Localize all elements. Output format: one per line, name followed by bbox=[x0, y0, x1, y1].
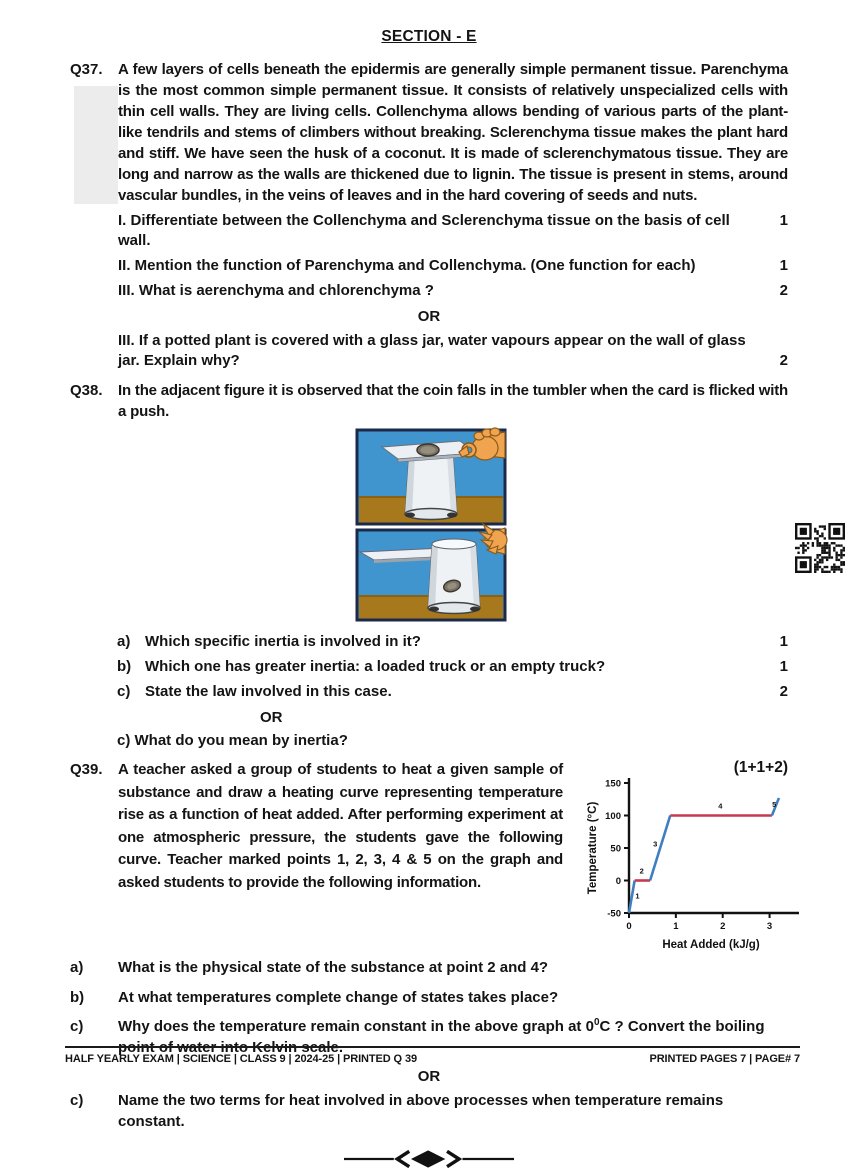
svg-text:2: 2 bbox=[639, 866, 644, 876]
tumbler-illustration bbox=[355, 428, 507, 622]
alternative-subquestion bbox=[70, 1091, 788, 1132]
marks-value: 2 bbox=[779, 282, 788, 299]
subquestion-row bbox=[118, 281, 788, 301]
subquestion-label: a) bbox=[117, 633, 131, 650]
marks-value: 1 bbox=[779, 633, 788, 650]
alternative-subquestion bbox=[118, 331, 788, 371]
svg-text:0: 0 bbox=[626, 921, 632, 932]
page-footer bbox=[65, 1046, 800, 1065]
qr-code bbox=[795, 523, 845, 573]
subquestion-row bbox=[118, 256, 788, 276]
subquestion-text: What is the physical state of the substance at point 2 and 4? bbox=[118, 959, 549, 976]
panel-after-flick bbox=[357, 524, 507, 620]
svg-text:1: 1 bbox=[635, 891, 640, 901]
svg-text:4: 4 bbox=[718, 801, 723, 811]
subquestion-text: Which one has greater inertia: a loaded truck or an empty truck? bbox=[145, 658, 606, 675]
subquestion-text: II. Mention the function of Parenchyma and Collenchyma. (One function for each) bbox=[118, 257, 696, 274]
end-divider-ornament bbox=[344, 1146, 514, 1172]
marks-value: 2 bbox=[779, 683, 788, 700]
svg-text:3: 3 bbox=[653, 839, 658, 849]
marks-value: 1 bbox=[779, 257, 788, 274]
subquestion-label: a) bbox=[70, 959, 84, 976]
marks-value: 1 bbox=[779, 658, 788, 675]
figure-coin-card-tumbler bbox=[355, 428, 788, 627]
subquestion-text: I. Differentiate between the Collenchyma and Sclerenchyma tissue on the basis of cell wall. bbox=[118, 212, 730, 249]
svg-text:-50: -50 bbox=[607, 908, 621, 920]
question-38 bbox=[70, 380, 788, 422]
or-separator: OR bbox=[260, 709, 283, 726]
svg-text:150: 150 bbox=[605, 778, 621, 790]
question-37 bbox=[70, 59, 788, 206]
subquestion-text: At what temperatures complete change of states takes place? bbox=[118, 988, 559, 1006]
question-number: Q38. bbox=[70, 382, 103, 399]
question-number: Q37. bbox=[70, 61, 103, 78]
question-39 bbox=[70, 759, 788, 951]
subquestion-text: State the law involved in this case. bbox=[145, 683, 392, 700]
subquestion-label: c) bbox=[70, 1018, 84, 1035]
or-separator: OR bbox=[417, 1068, 441, 1085]
svg-text:50: 50 bbox=[610, 843, 621, 855]
question-body: In the adjacent figure it is observed that the coin falls in the tumbler when the card is flicked with a push. bbox=[118, 382, 788, 420]
subquestion-text: III. What is aerenchyma and chlorenchyma ? bbox=[118, 282, 434, 299]
svg-text:0: 0 bbox=[615, 876, 621, 887]
marks-note: (1+1+2) bbox=[733, 759, 788, 776]
subquestion-text: Why does the temperature remain constant in the above graph at $0^0C$ ? Convert the boiling point of water into Kelvin scale. bbox=[118, 1017, 765, 1056]
section-title: SECTION - E bbox=[381, 28, 477, 45]
svg-text:2: 2 bbox=[720, 921, 726, 932]
superscript: 0 bbox=[593, 1017, 600, 1028]
question-body: A few layers of cells beneath the epidermis are generally simple permanent tissue. Parenchyma is the most common simple permanent tissue. It consists of relatively unspecialized cells with thin cell walls. They are living cells. Collenchyma allows bending of various parts of the plant-like tendrils and stems of climbers without breaking. Sclerenchyma tissue makes the plant hard and stiff. We have seen the husk of a coconut. It is made of sclerenchymatous tissue. They are long and narrow as the walls are thickened due to lignin. The tissue is present in stems, around vascular bundles, in the veins of leaves and in the hard covering of seeds and nuts. bbox=[118, 61, 788, 204]
question-body: A teacher asked a group of students to heat a given sample of substance and draw a heating curve representing temperature rise as a function of heat added. After performing experiment at one atmospheric pressure, the students gave the following curve. Teacher marked points 1, 2, 3, 4 & 5 on the graph and asked students to provide the following information. bbox=[118, 761, 563, 891]
question-number: Q39. bbox=[70, 761, 103, 778]
footer-exam-info: HALF YEARLY EXAM | SCIENCE | CLASS 9 | 2024-25 | PRINTED Q 39 bbox=[65, 1053, 417, 1065]
marks-value: 1 bbox=[779, 212, 788, 229]
subquestion-label: c) bbox=[70, 1092, 84, 1109]
heating-curve-chart bbox=[585, 767, 803, 958]
subquestion-label: c) bbox=[117, 683, 131, 700]
subquestion-row bbox=[70, 988, 788, 1009]
subquestion-text: III. If a potted plant is covered with a glass jar, water vapours appear on the wall of glass jar. Explain why? bbox=[118, 332, 746, 369]
subquestion-row bbox=[117, 682, 788, 702]
svg-text:3: 3 bbox=[766, 921, 773, 932]
footer-page-info: PRINTED PAGES 7 | PAGE# 7 bbox=[649, 1053, 800, 1065]
page-content bbox=[70, 28, 788, 1172]
subquestion-label: b) bbox=[70, 988, 85, 1006]
or-separator: OR bbox=[417, 308, 441, 325]
panel-before-flick bbox=[357, 428, 505, 524]
marks-value: 2 bbox=[779, 352, 788, 369]
subquestion-text: Which specific inertia is involved in it? bbox=[145, 633, 421, 650]
chart-column bbox=[563, 759, 788, 951]
svg-text:Temperature (°C): Temperature (°C) bbox=[587, 801, 599, 895]
subquestion-text: Name the two terms for heat involved in above processes when temperature remains constant. bbox=[118, 1092, 724, 1130]
svg-text:5: 5 bbox=[772, 800, 777, 810]
svg-text:Heat Added (kJ/g): Heat Added (kJ/g) bbox=[662, 939, 760, 951]
subquestion-row bbox=[70, 958, 788, 979]
subquestion-row bbox=[117, 657, 788, 677]
subquestion-label: b) bbox=[117, 658, 132, 675]
subquestion-row bbox=[117, 632, 788, 652]
svg-text:100: 100 bbox=[605, 811, 621, 822]
alternative-subquestion: c) What do you mean by inertia? bbox=[117, 732, 348, 749]
subquestion-row bbox=[118, 211, 788, 251]
svg-text:1: 1 bbox=[673, 921, 679, 932]
